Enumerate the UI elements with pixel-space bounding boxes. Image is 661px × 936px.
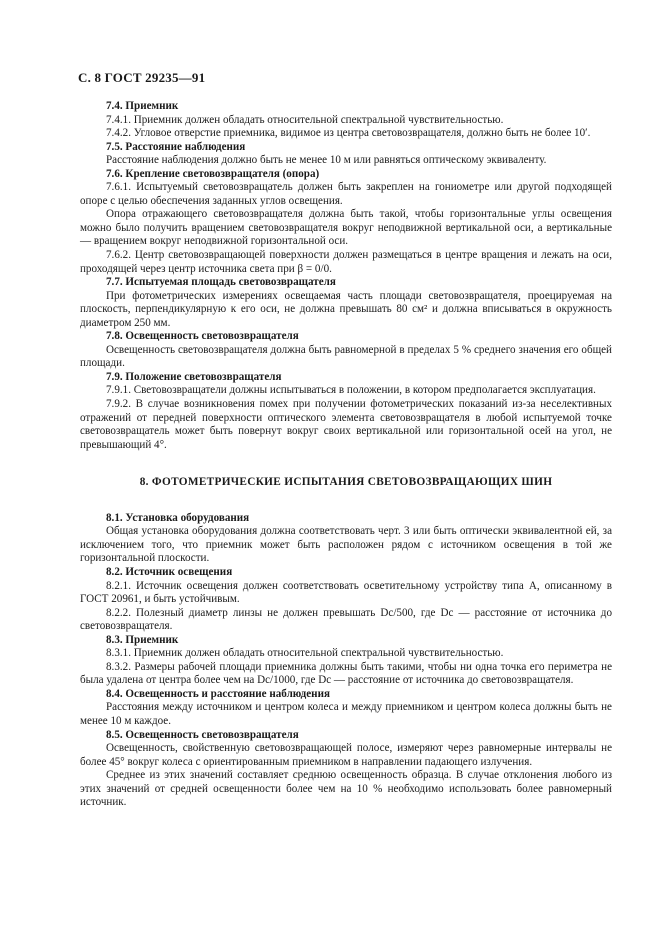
heading-8-4: 8.4. Освещенность и расстояние наблюдения <box>106 687 330 700</box>
section-title-8: 8. ФОТОМЕТРИЧЕСКИЕ ИСПЫТАНИЯ СВЕТОВОЗВРАЩАЮЩИХ ШИН <box>139 476 553 489</box>
paragraph: Среднее из этих значений составляет среднюю освещенность образца. В случае отклонения любого из этих значений от средней освещенности более чем на 10 % необходимо использовать более равномерный источник. <box>80 769 612 809</box>
paragraph: 7.4.1. Приемник должен обладать относительной спектральной чувствительностью. <box>106 113 504 126</box>
paragraph: 8.2.2. Полезный диаметр линзы не должен превышать Dc/500, где Dc — расстояние от источника до световозвращателя. <box>80 606 612 633</box>
heading-7-9: 7.9. Положение световозвращателя <box>106 370 282 383</box>
paragraph: 7.6.2. Центр световозвращающей поверхности должен размещаться в центре вращения и лежать на оси, проходящей через центр источника света при β = 0/0. <box>80 249 612 275</box>
heading-7-6: 7.6. Крепление световозвращателя (опора) <box>106 167 320 180</box>
paragraph: Общая установка оборудования должна соответствовать черт. 3 или быть оптически эквивалентной ей, за исключением того, что приемник может быть расположен рядом с источником освещения в той же горизонтальной плоскости. <box>80 525 612 565</box>
heading-7-5: 7.5. Расстояние наблюдения <box>106 140 246 153</box>
heading-7-8: 7.8. Освещенность световозвращателя <box>106 330 299 343</box>
paragraph: Расстояния между источником и центром колеса и между приемником и центром колеса должны быть не менее 10 м каждое. <box>80 701 612 727</box>
paragraph: 8.3.2. Размеры рабочей площади приемника должны быть такими, чтобы ни одна точка его периметра не была удалена от центра более чем на Dc/1000, где Dc — расстояние от источника до световозвращателя. <box>80 660 612 687</box>
paragraph: 7.9.2. В случае возникновения помех при получении фотометрических показаний из-за неселективных отражений от передней поверхности оптического элемента световозвращателя в любой испытуемой точке световозвращатель может быть повернут вокруг своих вертикальной или горизонтальной осей на угол, не превышающий 4°. <box>80 398 612 451</box>
paragraph: Расстояние наблюдения должно быть не менее 10 м или равняться оптическому эквиваленту. <box>106 154 547 167</box>
heading-8-1: 8.1. Установка оборудования <box>106 511 250 524</box>
paragraph: При фотометрических измерениях освещаемая часть площади световозвращателя, проецируемая на плоскость, перпендикулярную к его оси, не должна превышать 80 см² и должна вписываться в окружность диаметром 250 мм. <box>80 289 612 329</box>
heading-8-3: 8.3. Приемник <box>106 633 179 646</box>
heading-8-2: 8.2. Источник освещения <box>106 565 233 578</box>
heading-8-5: 8.5. Освещенность световозвращателя <box>106 728 299 741</box>
paragraph: Опора отражающего световозвращателя должна быть такой, чтобы горизонтальные углы освещения можно было получить вращением световозвращателя вокруг неподвижной вертикальной оси, а вертикальные — вращением вокруг неподвижной горизонтальной оси. <box>80 208 612 248</box>
paragraph: Освещенность световозвращателя должна быть равномерной в пределах 5 % среднего значения его общей площади. <box>80 343 612 370</box>
paragraph: 8.2.1. Источник освещения должен соответствовать осветительному устройству типа А, описанному в ГОСТ 20961, и быть устойчивым. <box>80 579 612 606</box>
document-body <box>80 100 612 810</box>
heading-7-4: 7.4. Приемник <box>106 100 179 112</box>
page-header: С. 8 ГОСТ 29235—91 <box>78 70 206 85</box>
heading-7-7: 7.7. Испытуемая площадь световозвращателя <box>106 276 336 289</box>
paragraph: 7.9.1. Световозвращатели должны испытываться в положении, в котором предполагается эксплуатация. <box>106 384 596 397</box>
paragraph: 8.3.1. Приемник должен обладать относительной спектральной чувствительностью. <box>106 647 504 660</box>
paragraph: Освещенность, свойственную световозвращающей полосе, измеряют через равномерные интервалы не более 45° вокруг колеса с ориентированным приемником в направлении падающего излучения. <box>80 742 612 768</box>
paragraph: 7.4.2. Угловое отверстие приемника, видимое из центра световозвращателя, должно быть не более 10′. <box>106 127 591 140</box>
paragraph: 7.6.1. Испытуемый световозвращатель должен быть закреплен на гониометре или другой подходящей опоре с целью обеспечения заданных углов освещения. <box>80 181 612 207</box>
